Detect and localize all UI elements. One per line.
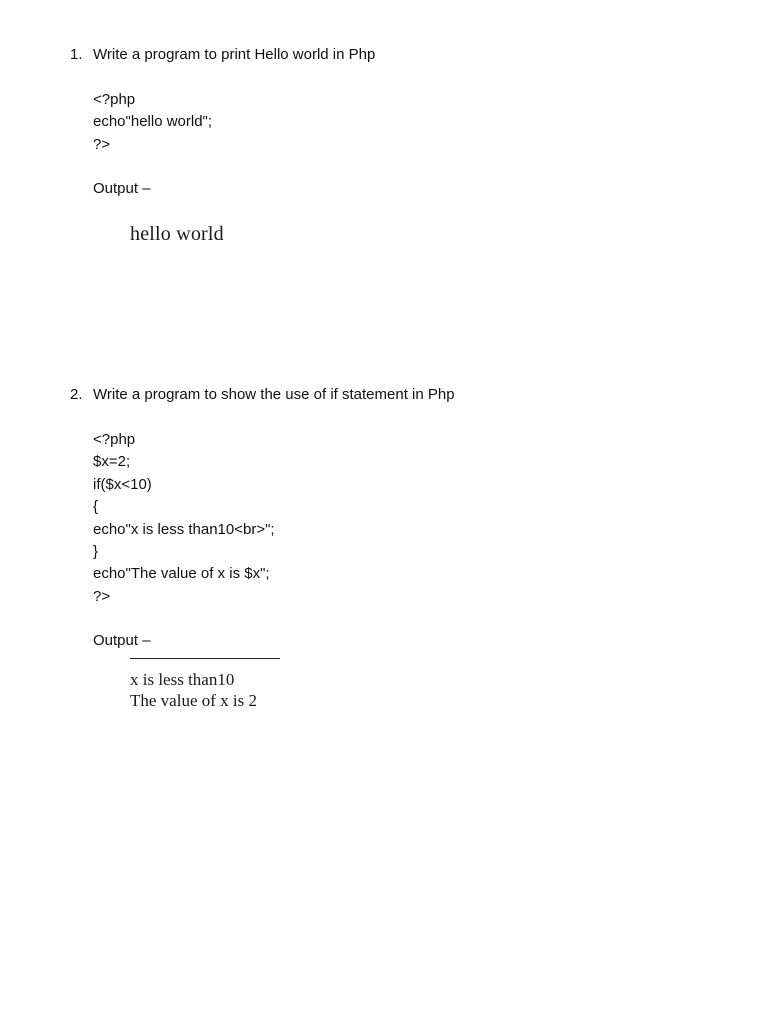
output-divider xyxy=(130,658,280,659)
output-label: Output – xyxy=(93,180,151,198)
output-line: hello world xyxy=(130,223,224,246)
code-line: echo"hello world"; xyxy=(93,113,213,131)
output-label: Output – xyxy=(93,632,151,650)
code-block xyxy=(93,429,730,608)
question-number: 1. xyxy=(70,46,83,63)
code-line: if($x<10) xyxy=(93,475,152,493)
question-2 xyxy=(70,384,730,711)
question-heading xyxy=(70,44,730,66)
code-line: } xyxy=(93,542,99,560)
question-text: Write a program to show the use of if statement in Php xyxy=(93,386,455,403)
code-line: { xyxy=(93,498,99,516)
code-line: echo"The value of x is $x"; xyxy=(93,565,270,583)
question-heading xyxy=(70,384,730,406)
code-line: ?> xyxy=(93,587,111,605)
output-screenshot xyxy=(128,222,730,246)
code-line: echo"x is less than10<br>"; xyxy=(93,520,275,538)
code-block xyxy=(93,89,730,156)
output-line: The value of x is 2 xyxy=(130,691,257,711)
question-1 xyxy=(70,44,730,246)
output-line: x is less than10 xyxy=(130,670,235,690)
code-line: <?php xyxy=(93,91,136,108)
question-text: Write a program to print Hello world in Php xyxy=(93,46,376,63)
output-screenshot xyxy=(128,658,730,711)
code-line: ?> xyxy=(93,135,111,153)
question-number: 2. xyxy=(70,386,83,403)
code-line: <?php xyxy=(93,431,136,448)
code-line: $x=2; xyxy=(93,453,131,471)
